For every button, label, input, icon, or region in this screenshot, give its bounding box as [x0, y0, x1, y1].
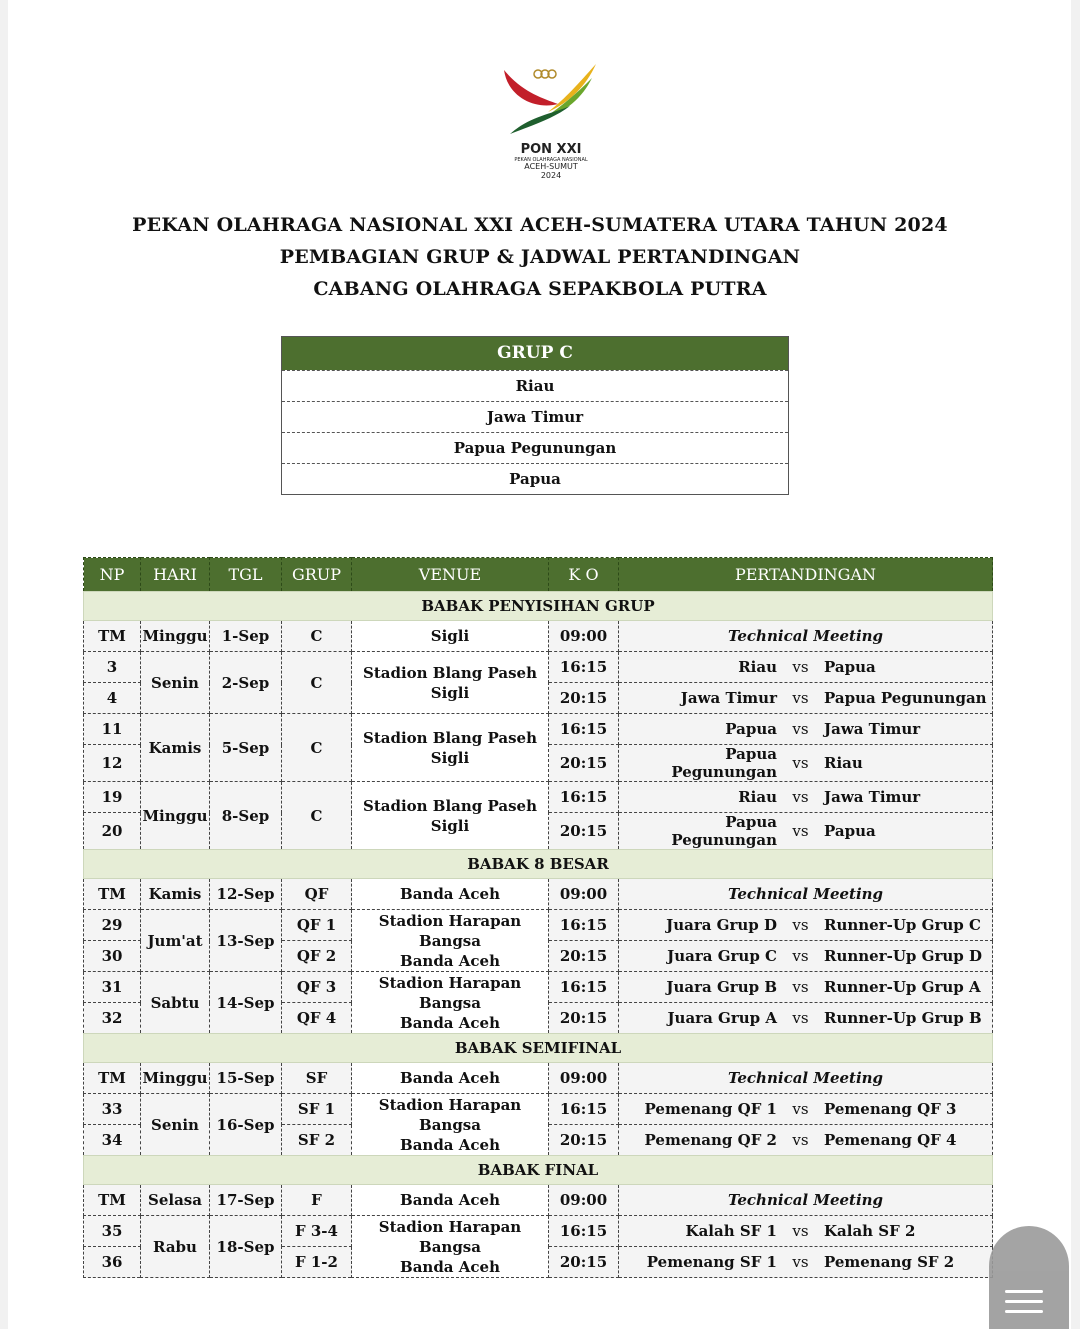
venue-line: Banda Aceh [400, 885, 500, 903]
venue-cell [352, 782, 549, 850]
team-b: Jawa Timur [824, 788, 921, 806]
ko-cell: 20:15 [549, 1247, 619, 1278]
venue-cell [352, 1216, 549, 1278]
team-a: Riau [738, 788, 777, 806]
venue-cell [352, 1063, 549, 1094]
team-a: Pemenang QF 2 [644, 1131, 777, 1149]
venue-cell [352, 652, 549, 714]
table-row [84, 782, 993, 813]
venue-cell [352, 1185, 549, 1216]
tgl-cell: 8-Sep [210, 782, 282, 850]
match-pair [619, 1247, 992, 1277]
ko-cell: 16:15 [549, 910, 619, 941]
vs-label: vs [792, 978, 809, 996]
match-cell [619, 621, 993, 652]
hari-cell: Kamis [141, 714, 210, 782]
vs-label: vs [792, 947, 809, 965]
grup-cell: F 1-2 [282, 1247, 352, 1278]
match-cell [619, 813, 993, 850]
vs-label: vs [792, 916, 809, 934]
venue-cell [352, 879, 549, 910]
vs-label: vs [792, 1253, 809, 1271]
document-title: PEKAN OLAHRAGA NASIONAL XXI ACEH-SUMATERA UTARA TAHUN 2024 [132, 214, 948, 236]
venue-line: Stadion Blang Paseh [362, 663, 537, 682]
grup-cell: QF 4 [282, 1003, 352, 1034]
np-cell: 3 [84, 652, 141, 683]
logo-mark-icon [496, 58, 606, 144]
table-row [84, 1185, 993, 1216]
tgl-cell: 16-Sep [210, 1094, 282, 1156]
section-title: BABAK SEMIFINAL [84, 1034, 993, 1063]
table-row [84, 879, 993, 910]
hari-cell: Senin [141, 652, 210, 714]
match-pair [619, 1094, 992, 1124]
ko-cell: 09:00 [549, 1063, 619, 1094]
venue-line: Sigli [430, 816, 470, 835]
match-cell [619, 1003, 993, 1034]
venue-line: Stadion Blang Paseh [362, 796, 537, 815]
team-b: Runner-Up Grup C [824, 916, 981, 934]
np-cell: 35 [84, 1216, 141, 1247]
grup-cell: SF 1 [282, 1094, 352, 1125]
team-a: Juara Grup A [667, 1009, 777, 1027]
team-b: Runner-Up Grup D [824, 947, 982, 965]
tgl-cell: 13-Sep [210, 910, 282, 972]
vs-label: vs [792, 720, 809, 738]
group-team: Papua Pegunungan [282, 432, 788, 463]
vs-label: vs [792, 1100, 809, 1118]
tgl-cell: 12-Sep [210, 879, 282, 910]
np-cell: TM [84, 621, 141, 652]
team-a: Papua Pegunungan [671, 745, 777, 781]
group-team: Riau [282, 370, 788, 401]
hari-cell: Jum'at [141, 910, 210, 972]
technical-meeting-label: Technical Meeting [727, 627, 884, 645]
section-title: BABAK PENYISIHAN GRUP [84, 592, 993, 621]
grup-cell: C [282, 652, 352, 714]
vs-label: vs [792, 658, 809, 676]
grup-cell: F [282, 1185, 352, 1216]
tgl-cell: 18-Sep [210, 1216, 282, 1278]
np-cell: 12 [84, 745, 141, 782]
match-cell [619, 652, 993, 683]
table-row [84, 621, 993, 652]
ko-cell: 16:15 [549, 1216, 619, 1247]
team-a: Pemenang SF 1 [646, 1253, 777, 1271]
vs-label: vs [792, 1009, 809, 1027]
grup-cell: QF 3 [282, 972, 352, 1003]
grup-cell: C [282, 714, 352, 782]
np-cell: 19 [84, 782, 141, 813]
tgl-cell: 5-Sep [210, 714, 282, 782]
vs-label: vs [792, 822, 809, 840]
section-row [84, 592, 993, 621]
np-cell: 4 [84, 683, 141, 714]
grup-cell: SF [282, 1063, 352, 1094]
section-title: BABAK FINAL [84, 1156, 993, 1185]
vs-label: vs [792, 788, 809, 806]
ko-cell: 20:15 [549, 683, 619, 714]
ko-cell: 09:00 [549, 879, 619, 910]
tgl-cell: 2-Sep [210, 652, 282, 714]
match-cell [619, 879, 993, 910]
vs-label: vs [792, 754, 809, 772]
team-b: Papua [824, 822, 876, 840]
col-header-grup: GRUP [282, 558, 352, 592]
venue-line: Stadion Harapan Bangsa [378, 1095, 522, 1134]
match-cell [619, 1063, 993, 1094]
venue-cell [352, 910, 549, 972]
match-cell [619, 683, 993, 714]
venue-cell [352, 1094, 549, 1156]
match-pair [619, 1216, 992, 1246]
team-b: Jawa Timur [824, 720, 921, 738]
match-pair [619, 652, 992, 682]
np-cell: 32 [84, 1003, 141, 1034]
team-a: Papua Pegunungan [671, 813, 777, 849]
ko-cell: 16:15 [549, 714, 619, 745]
match-cell [619, 782, 993, 813]
team-b: Pemenang SF 2 [824, 1253, 955, 1271]
section-row [84, 850, 993, 879]
section-row [84, 1034, 993, 1063]
col-header-ko: K O [549, 558, 619, 592]
schedule-body [84, 592, 993, 1278]
match-cell [619, 972, 993, 1003]
match-pair [619, 972, 992, 1002]
match-cell [619, 1125, 993, 1156]
grup-cell: QF 2 [282, 941, 352, 972]
ko-cell: 20:15 [549, 1003, 619, 1034]
venue-line: Sigli [430, 683, 470, 702]
hari-cell: Minggu [141, 621, 210, 652]
document-branch: CABANG OLAHRAGA SEPAKBOLA PUTRA [313, 278, 767, 300]
match-pair [619, 782, 992, 812]
logo-subtitle: PEKAN OLAHRAGA NASIONAL [514, 157, 588, 163]
technical-meeting-label: Technical Meeting [727, 1191, 884, 1209]
group-team: Papua [282, 463, 788, 494]
venue-cell [352, 972, 549, 1034]
np-cell: TM [84, 1063, 141, 1094]
vs-label: vs [792, 689, 809, 707]
match-cell [619, 1185, 993, 1216]
col-header-tgl: TGL [210, 558, 282, 592]
team-a: Juara Grup C [667, 947, 777, 965]
np-cell: 36 [84, 1247, 141, 1278]
np-cell: 31 [84, 972, 141, 1003]
venue-line: Sigli [430, 748, 470, 767]
hari-cell: Minggu [141, 1063, 210, 1094]
table-row [84, 1216, 993, 1247]
tgl-cell: 14-Sep [210, 972, 282, 1034]
table-row [84, 1063, 993, 1094]
match-cell [619, 941, 993, 972]
venue-line: Banda Aceh [400, 951, 500, 970]
team-a: Papua [725, 720, 777, 738]
match-pair [619, 941, 992, 971]
ko-cell: 20:15 [549, 745, 619, 782]
match-pair [619, 813, 992, 849]
np-cell: 20 [84, 813, 141, 850]
technical-meeting-label: Technical Meeting [727, 1069, 884, 1087]
match-cell [619, 1216, 993, 1247]
hari-cell: Sabtu [141, 972, 210, 1034]
grup-cell: F 3-4 [282, 1216, 352, 1247]
np-cell: TM [84, 1185, 141, 1216]
np-cell: 34 [84, 1125, 141, 1156]
table-row [84, 910, 993, 941]
match-pair [619, 1125, 992, 1155]
np-cell: 29 [84, 910, 141, 941]
np-cell: TM [84, 879, 141, 910]
team-b: Riau [824, 754, 863, 772]
table-row [84, 1094, 993, 1125]
section-title: BABAK 8 BESAR [84, 850, 993, 879]
match-cell [619, 1094, 993, 1125]
hari-cell: Selasa [141, 1185, 210, 1216]
tgl-cell: 1-Sep [210, 621, 282, 652]
vs-label: vs [792, 1131, 809, 1149]
ko-cell: 09:00 [549, 621, 619, 652]
tgl-cell: 15-Sep [210, 1063, 282, 1094]
team-b: Papua [824, 658, 876, 676]
match-cell [619, 1247, 993, 1278]
logo-region: ACEH-SUMUT [524, 162, 578, 171]
venue-line: Banda Aceh [400, 1135, 500, 1154]
group-title: GRUP C [282, 337, 788, 370]
team-a: Juara Grup D [666, 916, 777, 934]
logo-name: PON XXI [520, 142, 582, 157]
col-header-np: NP [84, 558, 141, 592]
document-subtitle: PEMBAGIAN GRUP & JADWAL PERTANDINGAN [279, 246, 801, 268]
grup-cell: QF 1 [282, 910, 352, 941]
grup-cell: C [282, 621, 352, 652]
group-table [281, 336, 789, 495]
ko-cell: 20:15 [549, 1125, 619, 1156]
np-cell: 11 [84, 714, 141, 745]
schedule-header-row [84, 558, 993, 592]
team-a: Riau [738, 658, 777, 676]
team-b: Runner-Up Grup A [824, 978, 981, 996]
venue-line: Stadion Harapan Bangsa [378, 911, 522, 950]
section-row [84, 1156, 993, 1185]
hari-cell: Senin [141, 1094, 210, 1156]
ko-cell: 16:15 [549, 652, 619, 683]
table-row [84, 972, 993, 1003]
team-a: Jawa Timur [680, 689, 777, 707]
match-pair [619, 714, 992, 744]
ko-cell: 16:15 [549, 1094, 619, 1125]
np-cell: 30 [84, 941, 141, 972]
venue-line: Sigli [430, 627, 470, 645]
team-b: Pemenang QF 3 [824, 1100, 957, 1118]
ko-cell: 20:15 [549, 813, 619, 850]
match-cell [619, 714, 993, 745]
venue-cell [352, 714, 549, 782]
team-b: Runner-Up Grup B [824, 1009, 982, 1027]
grup-cell: SF 2 [282, 1125, 352, 1156]
match-cell [619, 910, 993, 941]
venue-cell [352, 621, 549, 652]
venue-line: Stadion Harapan Bangsa [378, 973, 522, 1012]
venue-line: Banda Aceh [400, 1257, 500, 1276]
venue-line: Stadion Harapan Bangsa [378, 1217, 522, 1256]
col-header-venue: VENUE [352, 558, 549, 592]
team-b: Papua Pegunungan [824, 689, 987, 707]
venue-line: Banda Aceh [400, 1191, 500, 1209]
match-pair [619, 745, 992, 781]
venue-line: Banda Aceh [400, 1013, 500, 1032]
hari-cell: Minggu [141, 782, 210, 850]
grup-cell: QF [282, 879, 352, 910]
team-b: Kalah SF 2 [824, 1222, 916, 1240]
team-b: Pemenang QF 4 [824, 1131, 957, 1149]
hari-cell: Rabu [141, 1216, 210, 1278]
scroll-handle-icon[interactable] [989, 1226, 1069, 1329]
col-header-hari: HARI [141, 558, 210, 592]
ko-cell: 20:15 [549, 941, 619, 972]
hari-cell: Kamis [141, 879, 210, 910]
pon-xxi-logo-icon [496, 58, 606, 188]
ko-cell: 09:00 [549, 1185, 619, 1216]
table-row [84, 714, 993, 745]
table-row [84, 652, 993, 683]
team-a: Pemenang QF 1 [644, 1100, 777, 1118]
ko-cell: 16:15 [549, 782, 619, 813]
technical-meeting-label: Technical Meeting [727, 885, 884, 903]
schedule-table [83, 557, 993, 1278]
match-pair [619, 1003, 992, 1033]
vs-label: vs [792, 1222, 809, 1240]
ko-cell: 16:15 [549, 972, 619, 1003]
col-header-pertandingan: PERTANDINGAN [619, 558, 993, 592]
group-team: Jawa Timur [282, 401, 788, 432]
np-cell: 33 [84, 1094, 141, 1125]
team-a: Kalah SF 1 [685, 1222, 777, 1240]
match-pair [619, 910, 992, 940]
match-cell [619, 745, 993, 782]
grup-cell: C [282, 782, 352, 850]
venue-line: Stadion Blang Paseh [362, 728, 537, 747]
team-a: Juara Grup B [666, 978, 777, 996]
tgl-cell: 17-Sep [210, 1185, 282, 1216]
venue-line: Banda Aceh [400, 1069, 500, 1087]
logo-year: 2024 [540, 171, 562, 180]
match-pair [619, 683, 992, 713]
